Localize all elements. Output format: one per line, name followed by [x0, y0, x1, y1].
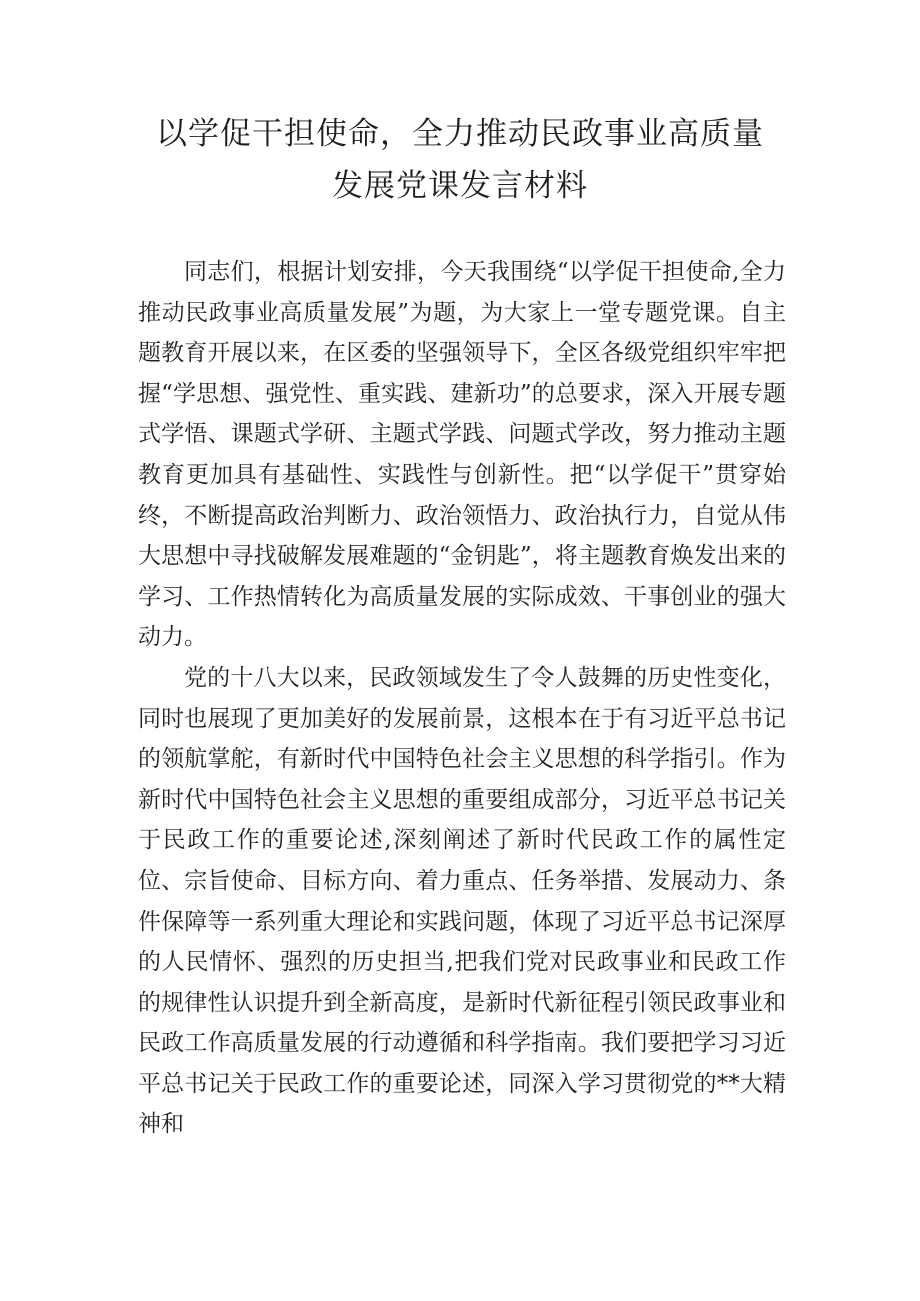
document-title: [100, 108, 820, 212]
paragraph-1: 同志们，根据计划安排，今天我围绕“以学促干担使命,全力推动民政事业高质量发展”为题，为大家上一堂专题党课。自主题教育开展以来，在区委的坚强领导下，全区各级党组织牢牢把握“学思想、强党性、重实践、建新功”的总要求，深入开展专题式学悟、课题式学研、主题式学践、问题式学改，努力推动主题教育更加具有基础性、实践性与创新性。把“以学促干”贯穿始终，不断提高政治判断力、政治领悟力、政治执行力，自觉从伟大思想中寻找破解发展难题的“金钥匙”，将主题教育焕发出来的学习、工作热情转化为高质量发展的实际成效、干事创业的强大动力。: [138, 259, 786, 651]
paragraph-2: 党的十八大以来，民政领域发生了令人鼓舞的历史性变化，同时也展现了更加美好的发展前景，这根本在于有习近平总书记的领航掌舵，有新时代中国特色社会主义思想的科学指引。作为新时代中国特色社会主义思想的重要组成部分，习近平总书记关于民政工作的重要论述,深刻阐述了新时代民政工作的属性定位、宗旨使命、目标方向、着力重点、任务举措、发展动力、条件保障等一系列重大理论和实践问题，体现了习近平总书记深厚的人民情怀、强烈的历史担当,把我们党对民政事业和民政工作的规律性认识提升到全新高度，是新时代新征程引领民政事业和民政工作高质量发展的行动遵循和科学指南。我们要把学习习近平总书记关于民政工作的重要论述，同深入学习贯彻党的**大精神和: [138, 664, 786, 1138]
title-line-1: 以学促干担使命，全力推动民政事业高质量: [156, 116, 764, 152]
document-body: [138, 252, 786, 1145]
title-line-2: 发展党课发言材料: [332, 168, 588, 204]
